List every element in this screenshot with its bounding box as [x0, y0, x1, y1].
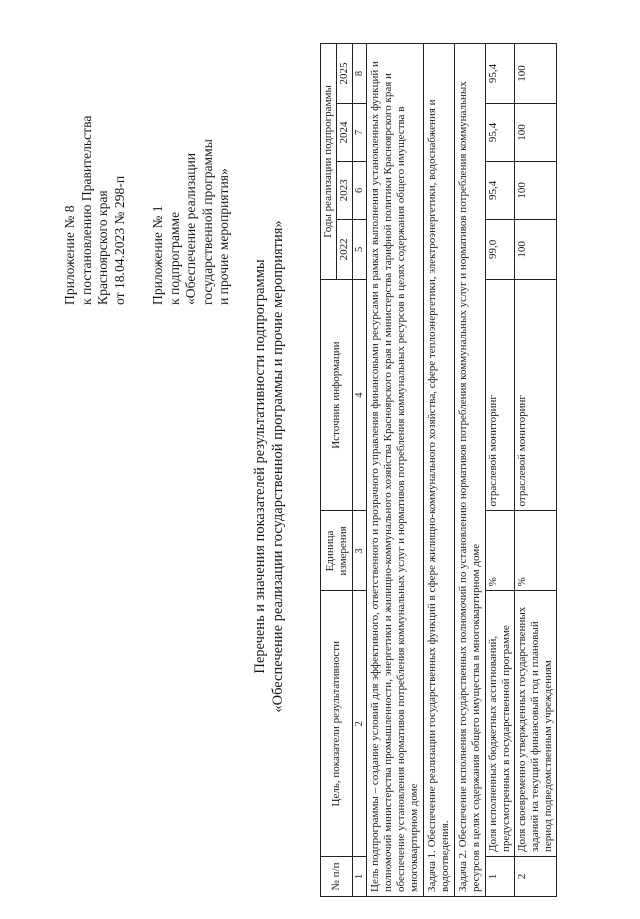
row-source: отраслевой мониторинг [515, 279, 557, 511]
sub-appendix-line: Приложение № 1 [150, 205, 165, 305]
appendix-block [62, 116, 128, 305]
column-number: 8 [353, 44, 367, 104]
header-year-2025: 2025 [337, 44, 353, 104]
row-value-2023: 100 [515, 161, 557, 219]
row-unit: % [486, 511, 515, 591]
appendix-line: Красноярского края [95, 190, 110, 305]
header-unit: Единица измерения [321, 511, 353, 591]
appendix-line: Приложение № 8 [62, 205, 77, 305]
header-years: Годы реализации подпрограммы [321, 44, 337, 280]
header-year-2022: 2022 [337, 219, 353, 279]
row-value-2025: 95,4 [486, 44, 515, 104]
task-1-text: Задача 1. Обеспечение реализации государственных функций в сфере жилищно-коммунального хозяйства, сфере теплоэнергетики, электроэнергетики, водоснабжения и водоотведения. [424, 44, 455, 897]
goal-text: Цель подпрограммы – создание условий для эффективного, ответственного и прозрачного управления финансовыми ресурсами в рамках выполнения установленных функций и полномочий министерства промышленности, энергетики и жилищно-коммунального хозяйства Красноярского края и министерства тарифной политики Красноярского края и обеспечение установления нормативов потребления коммунальных услуг и нормативов потребления коммунальных ресурсов в целях содержания общего имущества в многоквартирном доме [367, 44, 424, 897]
row-value-2025: 100 [515, 44, 557, 104]
sub-appendix-line: государственной программы [199, 139, 215, 305]
row-value-2023: 95,4 [486, 161, 515, 219]
header-year-2024: 2024 [337, 103, 353, 161]
column-number: 6 [353, 161, 367, 219]
goal-row [367, 44, 424, 897]
task-row [424, 44, 455, 897]
table-row [515, 44, 557, 897]
sub-appendix-line: и прочие мероприятия» [216, 168, 231, 305]
header-source: Источник информации [321, 279, 353, 511]
row-source: отраслевой мониторинг [486, 279, 515, 511]
sub-appendix-line: «Обеспечение реализации [183, 152, 198, 305]
appendix-line: к постановлению Правительства [78, 115, 94, 305]
column-number: 4 [353, 279, 367, 511]
column-number: 5 [353, 219, 367, 279]
sub-appendix-line: к подпрограмме [166, 211, 182, 305]
indicators-table [320, 43, 557, 897]
row-indicator: Доля исполненных бюджетных ассигнований, предусмотренных в государственной программе [486, 591, 515, 857]
document-subtitle: «Обеспечение реализации государственной программы и прочие мероприятия» [270, 220, 286, 713]
row-value-2024: 95,4 [486, 103, 515, 161]
column-numbers-row [353, 44, 367, 897]
row-indicator: Доля своевременно утвержденных государственных заданий на текущий финансовый год и плановый период подведомственным учреждениям [515, 591, 557, 857]
header-year-2023: 2023 [337, 161, 353, 219]
column-number: 2 [353, 591, 367, 857]
row-value-2022: 99,0 [486, 219, 515, 279]
row-value-2024: 100 [515, 103, 557, 161]
column-number: 3 [353, 511, 367, 591]
row-value-2022: 100 [515, 219, 557, 279]
header-goal: Цель, показатели результативности [321, 591, 353, 857]
table-row [486, 44, 515, 897]
row-num: 1 [486, 857, 515, 897]
sub-appendix-block [150, 139, 233, 305]
appendix-line: от 18.04.2023 № 298-п [111, 175, 127, 305]
row-unit: % [515, 511, 557, 591]
table-header-row [321, 44, 337, 897]
header-num: № п/п [321, 857, 353, 897]
row-num: 2 [515, 857, 557, 897]
task-2-text: Задача 2. Обеспечение исполнения государственных полномочий по установлению нормативов потребления коммунальных услуг и нормативов потребления коммунальных ресурсов в целях содержания общего имущества в многоквартирном доме [455, 44, 486, 897]
column-number: 7 [353, 103, 367, 161]
task-row [455, 44, 486, 897]
column-number: 1 [353, 857, 367, 897]
document-title: Перечень и значения показателей результативности подпрограммы [252, 259, 268, 674]
